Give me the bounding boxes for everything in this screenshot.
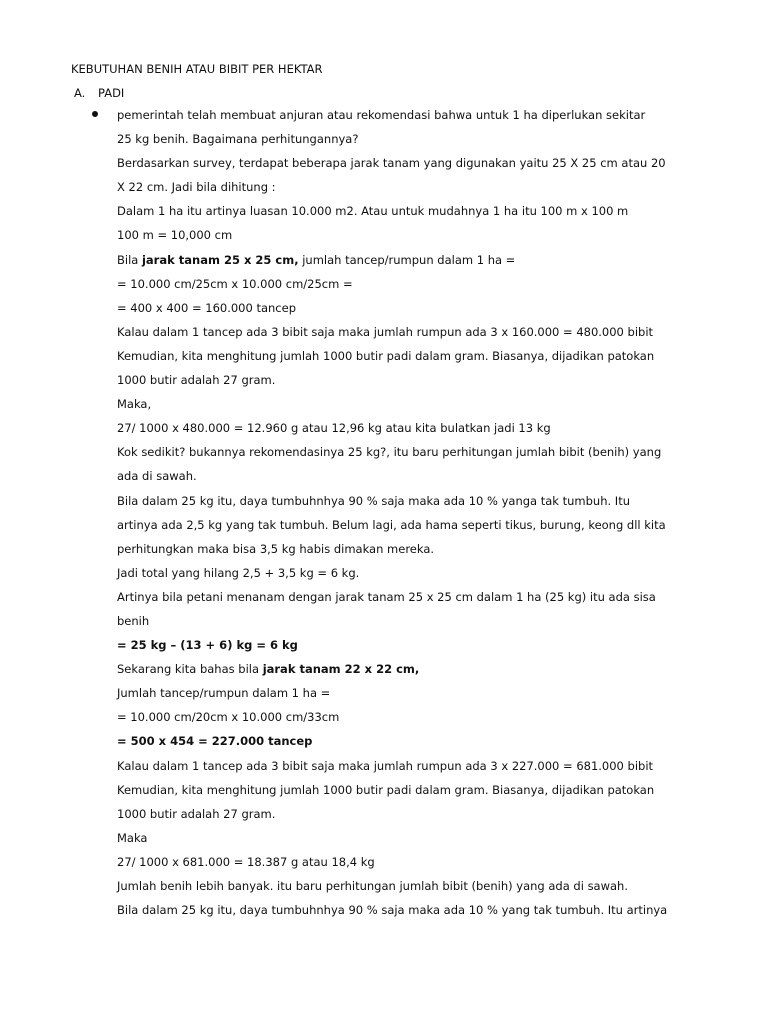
- text-segment: Artinya bila petani menanam dengan jarak tanam 25 x 25 cm dalam 1 ha (25 kg) itu ada sisa: [117, 589, 656, 604]
- text-line: [117, 371, 717, 395]
- text-segment: ada di sawah.: [117, 469, 197, 484]
- text-segment: Jumlah tancep/rumpun dalam 1 ha =: [117, 686, 331, 701]
- text-line: [117, 419, 717, 443]
- text-segment: Dalam 1 ha itu artinya luasan 10.000 m2. Atau untuk mudahnya 1 ha itu 100 m x 100 m: [117, 204, 629, 219]
- text-segment: jumlah tancep/rumpun dalam 1 ha =: [298, 252, 516, 267]
- text-segment: 100 m = 10,000 cm: [117, 228, 233, 243]
- section-heading: [74, 85, 124, 101]
- text-line: [117, 901, 717, 925]
- text-segment: benih: [117, 613, 150, 628]
- text-line: [117, 275, 717, 299]
- text-segment: = 10.000 cm/20cm x 10.000 cm/33cm: [117, 710, 340, 725]
- text-segment: Kemudian, kita menghitung jumlah 1000 butir padi dalam gram. Biasanya, dijadikan patokan: [117, 782, 655, 797]
- text-line: [117, 612, 717, 636]
- text-line: [117, 516, 717, 540]
- text-line: [117, 130, 717, 154]
- text-segment: Bila dalam 25 kg itu, daya tumbuhnhya 90 % saja maka ada 10 % yang tak tumbuh. Itu artinya: [117, 903, 668, 918]
- text-line: [117, 226, 717, 250]
- text-line: [117, 251, 717, 275]
- text-segment: Bila dalam 25 kg itu, daya tumbuhnhya 90 % saja maka ada 10 % yanga tak tumbuh. Itu: [117, 493, 630, 508]
- text-line: [117, 732, 717, 756]
- text-segment: Jumlah benih lebih banyak. itu baru perhitungan jumlah bibit (benih) yang ada di sawah.: [117, 879, 629, 893]
- text-line: [117, 540, 717, 564]
- text-segment: 25 kg benih. Bagaimana perhitungannya?: [117, 132, 359, 147]
- text-segment: pemerintah telah membuat anjuran atau rekomendasi bahwa untuk 1 ha diperlukan sekitar: [117, 108, 646, 122]
- bold-text-segment: jarak tanam 22 x 22 cm,: [262, 662, 420, 677]
- text-line: [117, 660, 717, 684]
- text-segment: artinya ada 2,5 kg yang tak tumbuh. Belum lagi, ada hama seperti tikus, burung, keong dll kita: [117, 517, 666, 532]
- text-line: [117, 467, 717, 491]
- text-line: [117, 299, 717, 323]
- text-segment: Bila: [117, 252, 142, 267]
- text-segment: Kemudian, kita menghitung jumlah 1000 butir padi dalam gram. Biasanya, dijadikan patokan: [117, 348, 655, 363]
- text-segment: = 400 x 400 = 160.000 tancep: [117, 300, 297, 315]
- text-segment: Berdasarkan survey, terdapat beberapa jarak tanam yang digunakan yaitu 25 X 25 cm atau 20: [117, 156, 666, 171]
- text-line: [117, 154, 717, 178]
- text-segment: Kok sedikit? bukannya rekomendasinya 25 kg?, itu baru perhitungan jumlah bibit (benih) yang: [117, 445, 662, 460]
- text-line: [117, 853, 717, 877]
- text-line: [117, 492, 717, 516]
- text-line: [117, 106, 717, 130]
- section-title: PADI: [98, 86, 125, 100]
- text-segment: Sekarang kita bahas bila: [117, 662, 263, 677]
- text-line: [117, 877, 717, 901]
- text-line: [117, 202, 717, 226]
- text-line: [117, 178, 717, 202]
- bold-text-segment: = 25 kg – (13 + 6) kg = 6 kg: [117, 638, 298, 653]
- text-line: [117, 684, 717, 708]
- text-segment: 27/ 1000 x 480.000 = 12.960 g atau 12,96 kg atau kita bulatkan jadi 13 kg: [117, 421, 551, 436]
- text-line: [117, 588, 717, 612]
- bold-text-segment: jarak tanam 25 x 25 cm,: [141, 252, 299, 267]
- text-line: [117, 805, 717, 829]
- text-segment: Jadi total yang hilang 2,5 + 3,5 kg = 6 kg.: [117, 565, 360, 580]
- text-segment: Kalau dalam 1 tancep ada 3 bibit saja maka jumlah rumpun ada 3 x 227.000 = 681.000 bibit: [117, 758, 654, 773]
- text-line: [117, 708, 717, 732]
- text-line: [117, 757, 717, 781]
- bold-text-segment: = 500 x 454 = 227.000 tancep: [117, 734, 313, 749]
- text-line: [117, 347, 717, 371]
- section-marker: A.: [74, 86, 86, 100]
- document-body: [117, 106, 717, 925]
- text-line: [117, 564, 717, 588]
- text-segment: perhitungkan maka bisa 3,5 kg habis dimakan mereka.: [117, 541, 435, 556]
- text-segment: 1000 butir adalah 27 gram.: [117, 806, 276, 821]
- text-line: [117, 323, 717, 347]
- text-segment: 1000 butir adalah 27 gram.: [117, 373, 276, 388]
- text-line: [117, 829, 717, 853]
- text-segment: Kalau dalam 1 tancep ada 3 bibit saja maka jumlah rumpun ada 3 x 160.000 = 480.000 bibit: [117, 324, 654, 339]
- bullet-icon: [92, 111, 98, 117]
- text-line: [117, 443, 717, 467]
- text-segment: 27/ 1000 x 681.000 = 18.387 g atau 18,4 kg: [117, 854, 375, 869]
- text-line: [117, 781, 717, 805]
- text-line: [117, 636, 717, 660]
- text-segment: = 10.000 cm/25cm x 10.000 cm/25cm =: [117, 276, 353, 291]
- text-segment: X 22 cm. Jadi bila dihitung :: [117, 180, 276, 195]
- document-title: KEBUTUHAN BENIH ATAU BIBIT PER HEKTAR: [71, 62, 323, 76]
- text-line: [117, 395, 717, 419]
- text-segment: Maka,: [117, 397, 152, 412]
- text-segment: Maka: [117, 830, 148, 845]
